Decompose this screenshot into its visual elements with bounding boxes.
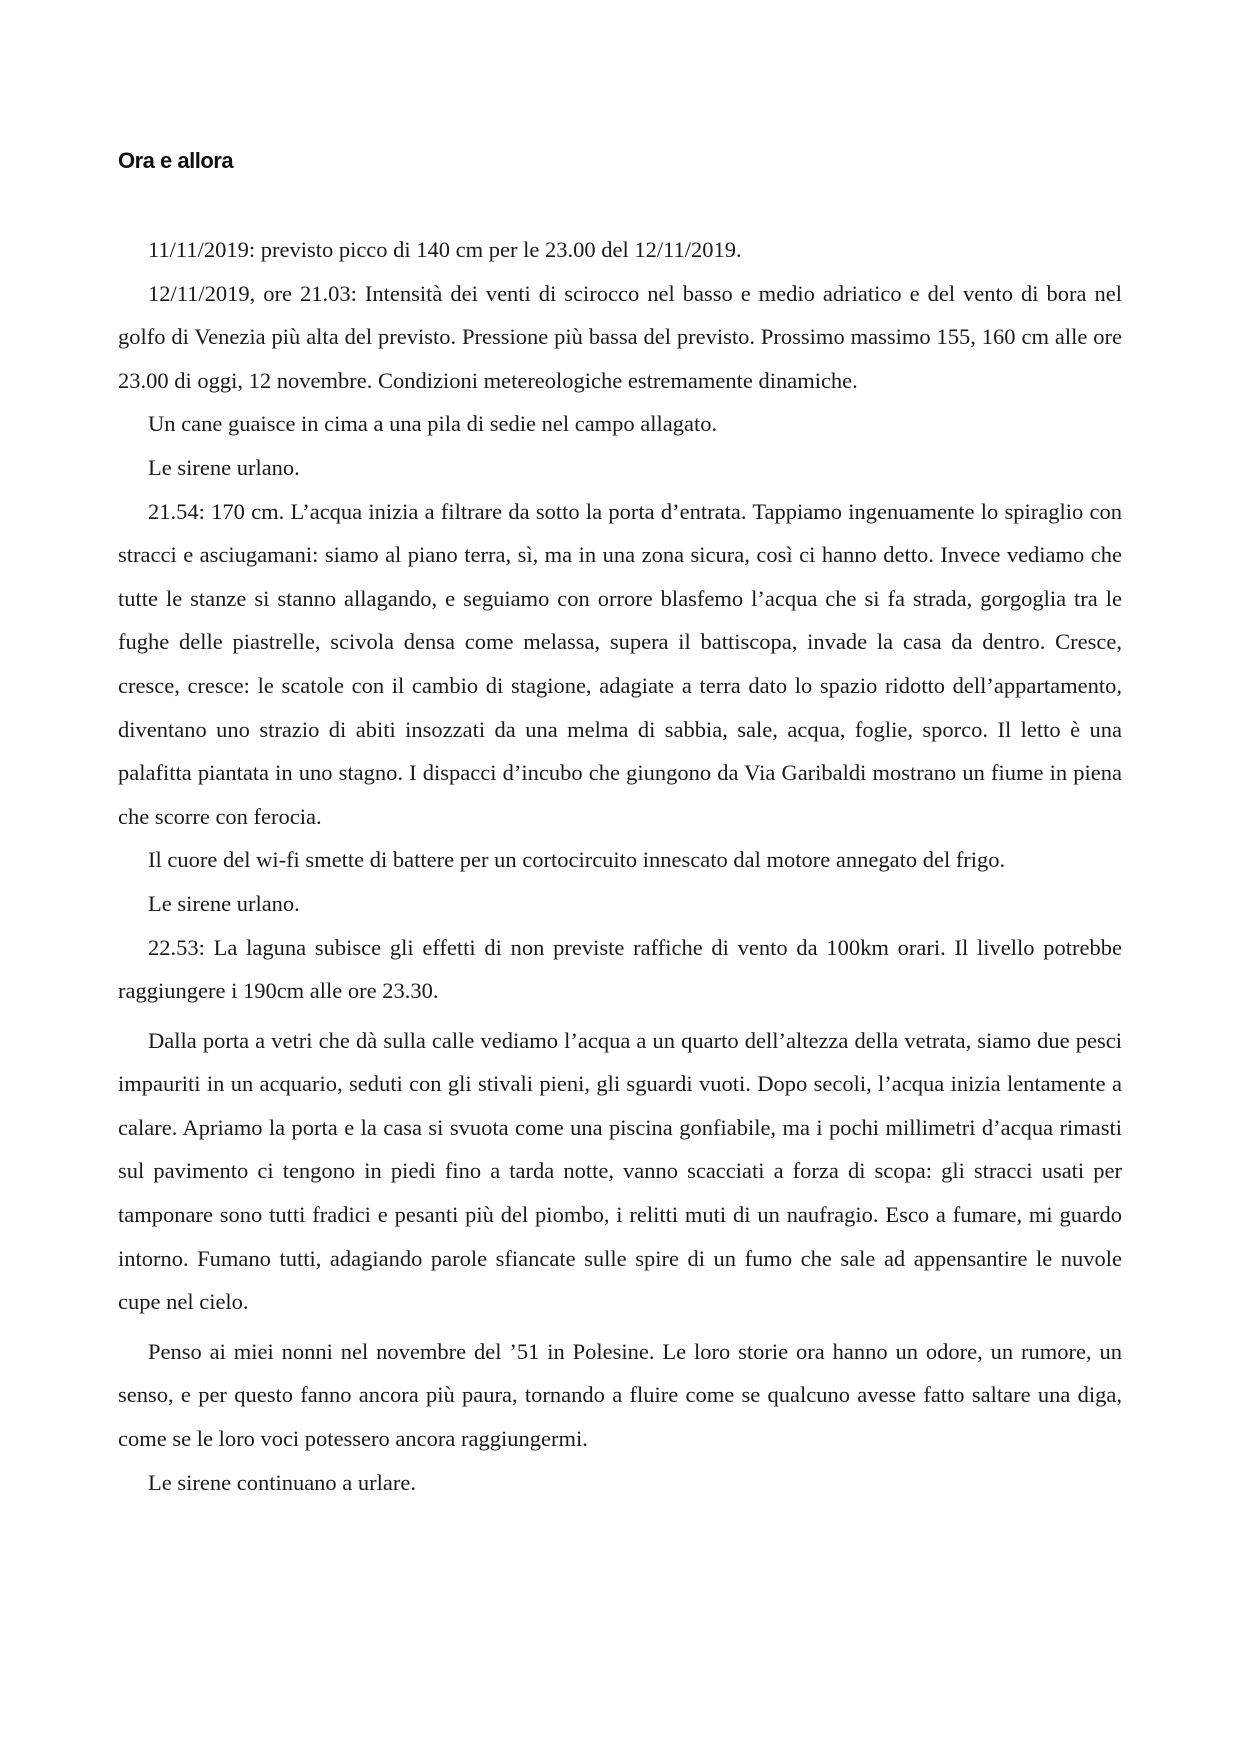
- paragraph-sirens-2: Le sirene urlano.: [148, 890, 300, 916]
- paragraph-wifi: Il cuore del wi-fi smette di battere per un cortocircuito innescato dal motore annegato del frigo.: [148, 847, 1006, 873]
- paragraph-aquarium: Dalla porta a vetri che dà sulla calle vediamo l’acqua a un quarto dell’altezza della vetrata, siamo due pesci impauriti in un acquario, seduti con gli stivali pieni, gli sguardi vuoti. Dopo secoli, l’acqua inizia lentamente a calare. Apriamo la porta e la casa si svuota come una piscina gonfiabile, ma i pochi millimetri d’acqua rimasti sul pavimento ci tengono in piedi fino a tarda notte, vanno scacciati a forza di scopa: gli stracci usati per tamponare sono tutti fradici e pesanti più del piombo, i relitti muti di un naufragio. Esco a fumare, mi guardo intorno. Fumano tutti, adagiando parole sfiancate sulle spire di un fumo che sale ad appensantire le nuvole cupe nel cielo.: [118, 1027, 1122, 1315]
- paragraph-water-rising: 21.54: 170 cm. L’acqua inizia a filtrare da sotto la porta d’entrata. Tappiamo ingenuamente lo spiraglio con stracci e asciugamani: siamo al piano terra, sì, ma in una zona sicura, così ci hanno detto. Invece vediamo che tutte le stanze si stanno allagando, e seguiamo con orrore blasfemo l’acqua che si fa strada, gorgoglia tra le fughe delle piastrelle, scivola densa come melassa, supera il battiscopa, invade la casa da dentro. Cresce, cresce, cresce: le scatole con il cambio di stagione, adagiate a terra dato lo spazio ridotto dell’appartamento, diventano uno strazio di abiti insozzati da una melma di sabbia, sale, acqua, foglie, sporco. Il letto è una palafitta piantata in uno stagno. I dispacci d’incubo che giungono da Via Garibaldi mostrano un fiume in piena che scorre con ferocia.: [118, 498, 1122, 829]
- paragraph-forecast-2: 12/11/2019, ore 21.03: Intensità dei venti di scirocco nel basso e medio adriatico e del vento di bora nel golfo di Venezia più alta del previsto. Pressione più bassa del previsto. Prossimo massimo 155, 160 cm alle ore 23.00 di oggi, 12 novembre. Condizioni metereologiche estremamente dinamiche.: [118, 280, 1122, 393]
- document-title: Ora e allora: [118, 148, 234, 173]
- paragraph-forecast-1: 11/11/2019: previsto picco di 140 cm per le 23.00 del 12/11/2019.: [148, 237, 742, 262]
- document-body: [118, 228, 1122, 1504]
- paragraph-sirens-1: Le sirene urlano.: [148, 454, 300, 480]
- paragraph-grandparents: Penso ai miei nonni nel novembre del ’51 in Polesine. Le loro storie ora hanno un odore, un rumore, un senso, e per questo fanno ancora più paura, tornando a fluire come se qualcuno avesse fatto saltare una diga, come se le loro voci potessero ancora raggiungermi.: [118, 1338, 1122, 1452]
- paragraph-dog: Un cane guaisce in cima a una pila di sedie nel campo allagato.: [148, 411, 718, 437]
- paragraph-sirens-final: Le sirene continuano a urlare.: [148, 1469, 417, 1495]
- paragraph-forecast-3: 22.53: La laguna subisce gli effetti di non previste raffiche di vento da 100km orari. Il livello potrebbe raggiungere i 190cm alle ore 23.30.: [118, 934, 1122, 1004]
